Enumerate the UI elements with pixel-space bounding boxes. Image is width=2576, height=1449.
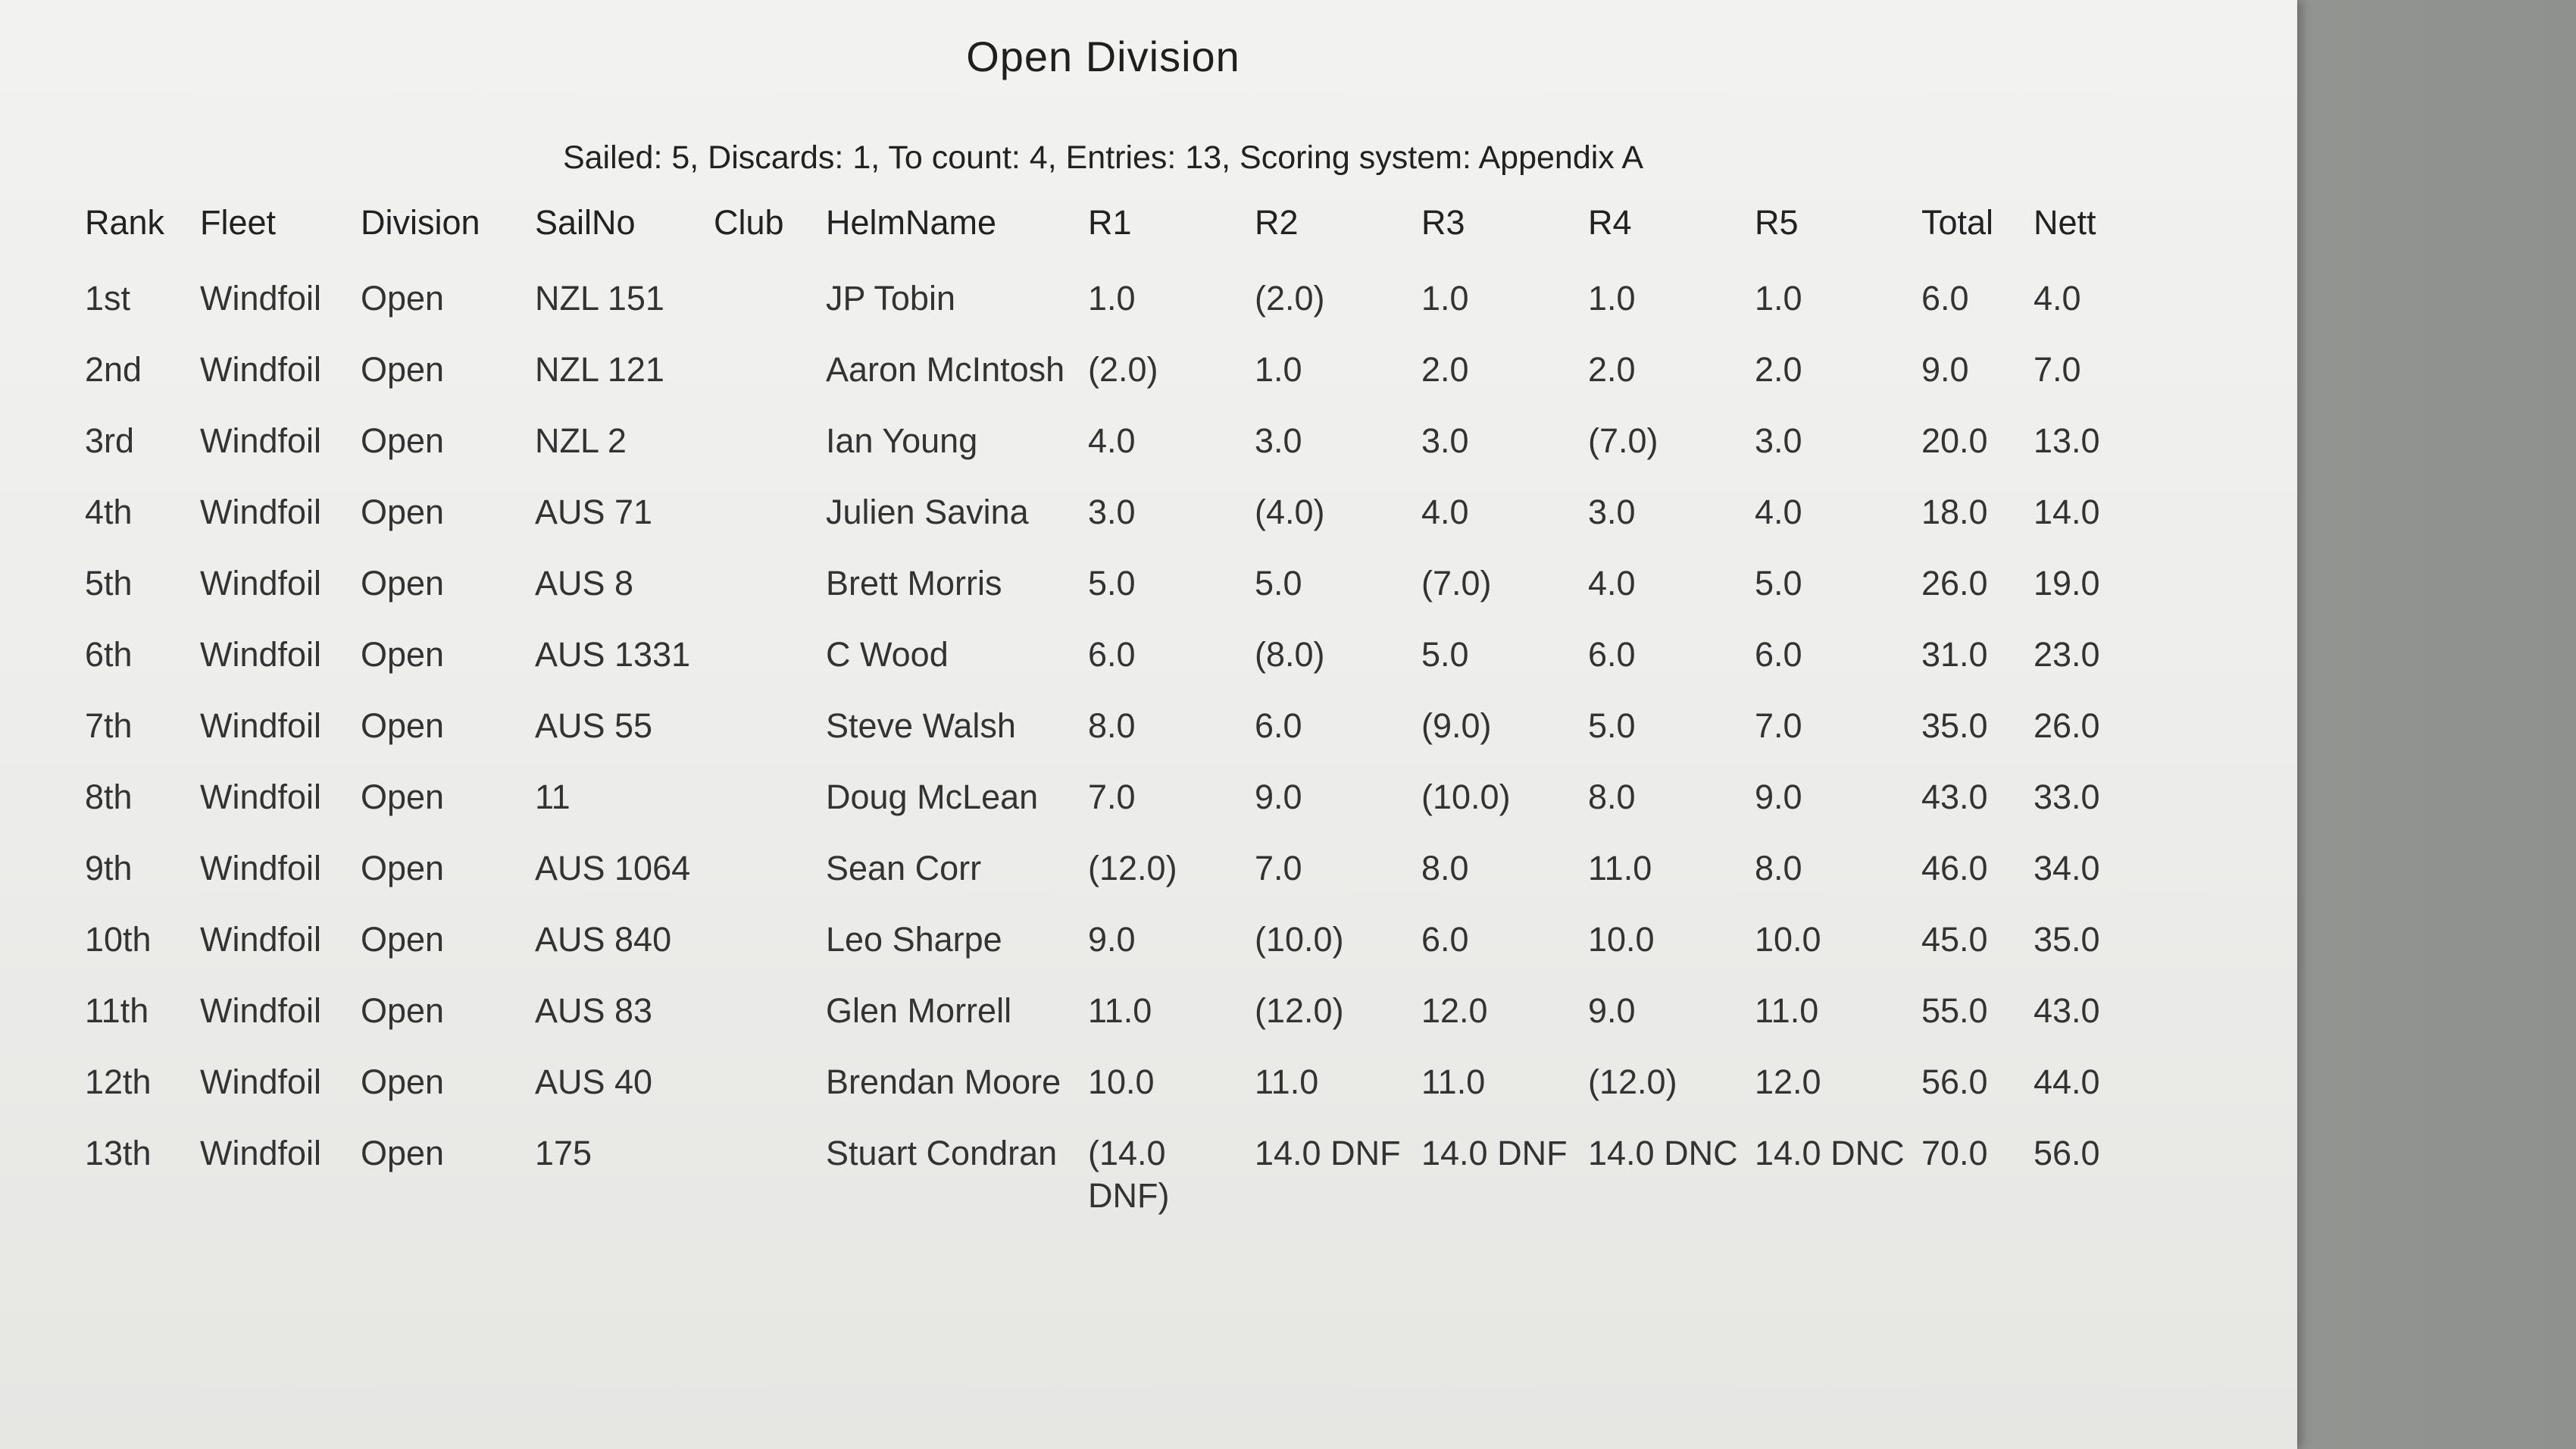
rank-cell: 11th [85, 991, 149, 1030]
r5-cell: 6.0 [1755, 635, 1802, 674]
r3-cell: 4.0 [1421, 493, 1469, 531]
header-club: Club [714, 203, 784, 242]
fleet-cell: Windfoil [200, 706, 322, 745]
helmname-cell: Ian Young [826, 421, 978, 460]
table-row [85, 349, 2124, 420]
r3-cell: (9.0) [1421, 706, 1492, 745]
r1-cell: 10.0 [1088, 1062, 1155, 1101]
series-summary: Sailed: 5, Discards: 1, To count: 4, Entries: 13, Scoring system: Appendix A [562, 139, 1644, 176]
total-cell: 43.0 [1921, 778, 1988, 816]
r1-cell: 11.0 [1088, 991, 1152, 1030]
r4-cell: 5.0 [1588, 706, 1636, 745]
page-title: Open Division [966, 33, 1240, 80]
table-row [85, 847, 2124, 919]
division-cell: Open [361, 991, 445, 1030]
fleet-cell: Windfoil [200, 849, 322, 887]
division-cell: Open [361, 350, 445, 389]
rank-cell: 3rd [85, 421, 135, 460]
division-cell: Open [361, 849, 445, 887]
total-cell: 46.0 [1921, 849, 1988, 887]
total-cell: 55.0 [1921, 991, 1988, 1030]
helmname-cell: Leo Sharpe [826, 920, 1002, 959]
header-r2: R2 [1255, 203, 1299, 242]
r2-cell: 5.0 [1255, 564, 1302, 602]
total-cell: 35.0 [1921, 706, 1988, 745]
division-cell: Open [361, 279, 445, 318]
r5-cell: 9.0 [1755, 778, 1802, 816]
division-cell: Open [361, 706, 445, 745]
fleet-cell: Windfoil [200, 991, 322, 1030]
rank-cell: 5th [85, 564, 133, 602]
r4-cell: 10.0 [1588, 920, 1655, 959]
header-row [85, 203, 2124, 277]
sailno-cell: AUS 83 [535, 991, 653, 1030]
nett-cell: 33.0 [2034, 778, 2100, 816]
r3-cell: 12.0 [1421, 991, 1488, 1030]
r5-cell: 7.0 [1755, 706, 1802, 745]
helmname-cell: Brendan Moore [826, 1062, 1061, 1101]
r5-cell: 3.0 [1755, 421, 1802, 460]
r4-cell: 1.0 [1588, 279, 1636, 318]
club-cell [714, 562, 826, 634]
r2-cell: 1.0 [1255, 350, 1302, 389]
nett-cell: 4.0 [2034, 279, 2081, 318]
total-cell: 26.0 [1921, 564, 1988, 602]
helmname-cell: Steve Walsh [826, 706, 1016, 745]
total-cell: 6.0 [1921, 279, 1969, 318]
r5-cell: 11.0 [1755, 991, 1819, 1030]
r4-cell: 3.0 [1588, 493, 1636, 531]
helmname-cell: JP Tobin [826, 279, 955, 318]
club-cell [714, 847, 826, 919]
r3-cell: (10.0) [1421, 778, 1511, 816]
r4-cell: 9.0 [1588, 991, 1636, 1030]
table-row [85, 705, 2124, 776]
r4-cell: 8.0 [1588, 778, 1636, 816]
table-row [85, 634, 2124, 705]
table-row [85, 1061, 2124, 1132]
helmname-cell: Brett Morris [826, 564, 1002, 602]
r1-cell: 5.0 [1088, 564, 1136, 602]
r4-cell: 11.0 [1588, 849, 1652, 887]
r1-cell: 1.0 [1088, 279, 1136, 318]
r5-cell: 8.0 [1755, 849, 1802, 887]
rank-cell: 6th [85, 635, 133, 674]
r5-cell: 1.0 [1755, 279, 1802, 318]
sailno-cell: NZL 151 [535, 279, 664, 318]
total-cell: 20.0 [1921, 421, 1988, 460]
sailno-cell: AUS 40 [535, 1062, 653, 1101]
total-cell: 31.0 [1921, 635, 1988, 674]
sailno-cell: 175 [535, 1134, 592, 1172]
header-total: Total [1921, 203, 1994, 242]
fleet-cell: Windfoil [200, 493, 322, 531]
header-r5: R5 [1755, 203, 1799, 242]
r5-cell: 12.0 [1755, 1062, 1821, 1101]
nett-cell: 56.0 [2034, 1134, 2100, 1172]
sailno-cell: AUS 8 [535, 564, 634, 602]
header-sailno: SailNo [535, 203, 636, 242]
r5-cell: 2.0 [1755, 350, 1802, 389]
r5-cell: 4.0 [1755, 493, 1802, 531]
r1-cell: 9.0 [1088, 920, 1136, 959]
nett-cell: 19.0 [2034, 564, 2100, 602]
r4-cell: 2.0 [1588, 350, 1636, 389]
sailno-cell: AUS 1331 [535, 635, 691, 674]
sailno-cell: AUS 71 [535, 493, 653, 531]
r2-cell: (4.0) [1255, 493, 1325, 531]
helmname-cell: Doug McLean [826, 778, 1039, 816]
table-row [85, 277, 2124, 349]
r1-cell: (2.0) [1088, 350, 1158, 389]
rank-cell: 8th [85, 778, 133, 816]
sailno-cell: NZL 121 [535, 350, 664, 389]
header-r3: R3 [1421, 203, 1465, 242]
club-cell [714, 1061, 826, 1132]
total-cell: 56.0 [1921, 1062, 1988, 1101]
fleet-cell: Windfoil [200, 1134, 322, 1172]
r2-cell: (12.0) [1255, 991, 1344, 1030]
club-cell [714, 420, 826, 491]
r3-cell: 2.0 [1421, 350, 1469, 389]
table-row [85, 420, 2124, 491]
rank-cell: 1st [85, 279, 131, 318]
r2-cell: 6.0 [1255, 706, 1302, 745]
helmname-cell: Stuart Condran [826, 1134, 1058, 1172]
rank-cell: 4th [85, 493, 133, 531]
total-cell: 45.0 [1921, 920, 1988, 959]
nett-cell: 43.0 [2034, 991, 2100, 1030]
r4-cell: (7.0) [1588, 421, 1658, 460]
nett-cell: 44.0 [2034, 1062, 2100, 1101]
r1-cell: (12.0) [1088, 849, 1177, 887]
table-row [85, 990, 2124, 1061]
rank-cell: 9th [85, 849, 133, 887]
nett-cell: 34.0 [2034, 849, 2100, 887]
r3-cell: 8.0 [1421, 849, 1469, 887]
nett-cell: 26.0 [2034, 706, 2100, 745]
nett-cell: 23.0 [2034, 635, 2100, 674]
club-cell [714, 919, 826, 990]
fleet-cell: Windfoil [200, 920, 322, 959]
table-row [85, 776, 2124, 847]
fleet-cell: Windfoil [200, 1062, 322, 1101]
table-row [85, 562, 2124, 634]
total-cell: 70.0 [1921, 1134, 1988, 1172]
fleet-cell: Windfoil [200, 564, 322, 602]
fleet-cell: Windfoil [200, 350, 322, 389]
header-fleet: Fleet [200, 203, 277, 242]
r3-cell: 3.0 [1421, 421, 1469, 460]
r4-cell: 4.0 [1588, 564, 1636, 602]
rank-cell: 10th [85, 920, 152, 959]
nett-cell: 7.0 [2034, 350, 2081, 389]
club-cell [714, 990, 826, 1061]
division-cell: Open [361, 1062, 445, 1101]
rank-cell: 13th [85, 1134, 152, 1172]
club-cell [714, 705, 826, 776]
helmname-cell: Aaron McIntosh [826, 350, 1065, 389]
helmname-cell: Julien Savina [826, 493, 1029, 531]
r2-cell: 7.0 [1255, 849, 1302, 887]
division-cell: Open [361, 635, 445, 674]
r5-cell: 10.0 [1755, 920, 1821, 959]
nett-cell: 14.0 [2034, 493, 2100, 531]
r2-cell: 14.0 DNF [1255, 1134, 1401, 1172]
sailno-cell: AUS 1064 [535, 849, 691, 887]
r4-cell: 14.0 DNC [1588, 1134, 1738, 1172]
nett-cell: 35.0 [2034, 920, 2100, 959]
club-cell [714, 349, 826, 420]
header-rank: Rank [85, 203, 165, 242]
header-division: Division [361, 203, 480, 242]
r1-cell: 3.0 [1088, 493, 1136, 531]
table-row [85, 491, 2124, 562]
r3-cell: 11.0 [1421, 1062, 1486, 1101]
division-cell: Open [361, 920, 445, 959]
fleet-cell: Windfoil [200, 778, 322, 816]
rank-cell: 7th [85, 706, 133, 745]
r2-cell: (8.0) [1255, 635, 1325, 674]
club-cell [714, 776, 826, 847]
table-row [85, 1132, 2124, 1246]
sailno-cell: 11 [535, 778, 571, 816]
sailno-cell: NZL 2 [535, 421, 627, 460]
r1-cell: 8.0 [1088, 706, 1136, 745]
helmname-cell: Sean Corr [826, 849, 982, 887]
sailno-cell: AUS 55 [535, 706, 653, 745]
r2-cell: (10.0) [1255, 920, 1344, 959]
helmname-cell: Glen Morrell [826, 991, 1012, 1030]
r2-cell: 3.0 [1255, 421, 1302, 460]
division-cell: Open [361, 1134, 445, 1172]
total-cell: 18.0 [1921, 493, 1988, 531]
r1-cell: 6.0 [1088, 635, 1136, 674]
r3-cell: 1.0 [1421, 279, 1469, 318]
total-cell: 9.0 [1921, 350, 1969, 389]
header-r4: R4 [1588, 203, 1632, 242]
division-cell: Open [361, 493, 445, 531]
r1-cell: (14.0 DNF) [1088, 1134, 1170, 1215]
rank-cell: 2nd [85, 350, 142, 389]
r5-cell: 14.0 DNC [1755, 1134, 1905, 1172]
club-cell [714, 491, 826, 562]
rank-cell: 12th [85, 1062, 152, 1101]
r5-cell: 5.0 [1755, 564, 1802, 602]
division-cell: Open [361, 564, 445, 602]
header-nett: Nett [2034, 203, 2096, 242]
fleet-cell: Windfoil [200, 635, 322, 674]
club-cell [714, 1132, 826, 1246]
header-helmname: HelmName [826, 203, 997, 242]
club-cell [714, 634, 826, 705]
r3-cell: 5.0 [1421, 635, 1469, 674]
fleet-cell: Windfoil [200, 421, 322, 460]
r2-cell: (2.0) [1255, 279, 1325, 318]
sailno-cell: AUS 840 [535, 920, 672, 959]
helmname-cell: C Wood [826, 635, 949, 674]
r4-cell: 6.0 [1588, 635, 1636, 674]
r2-cell: 9.0 [1255, 778, 1302, 816]
club-cell [714, 277, 826, 349]
r1-cell: 4.0 [1088, 421, 1136, 460]
r3-cell: 6.0 [1421, 920, 1469, 959]
table-row [85, 919, 2124, 990]
r3-cell: (7.0) [1421, 564, 1492, 602]
results-table [85, 203, 2124, 1246]
division-cell: Open [361, 421, 445, 460]
r1-cell: 7.0 [1088, 778, 1136, 816]
r3-cell: 14.0 DNF [1421, 1134, 1568, 1172]
r2-cell: 11.0 [1255, 1062, 1319, 1101]
division-cell: Open [361, 778, 445, 816]
fleet-cell: Windfoil [200, 279, 322, 318]
header-r1: R1 [1088, 203, 1132, 242]
r4-cell: (12.0) [1588, 1062, 1677, 1101]
nett-cell: 13.0 [2034, 421, 2100, 460]
